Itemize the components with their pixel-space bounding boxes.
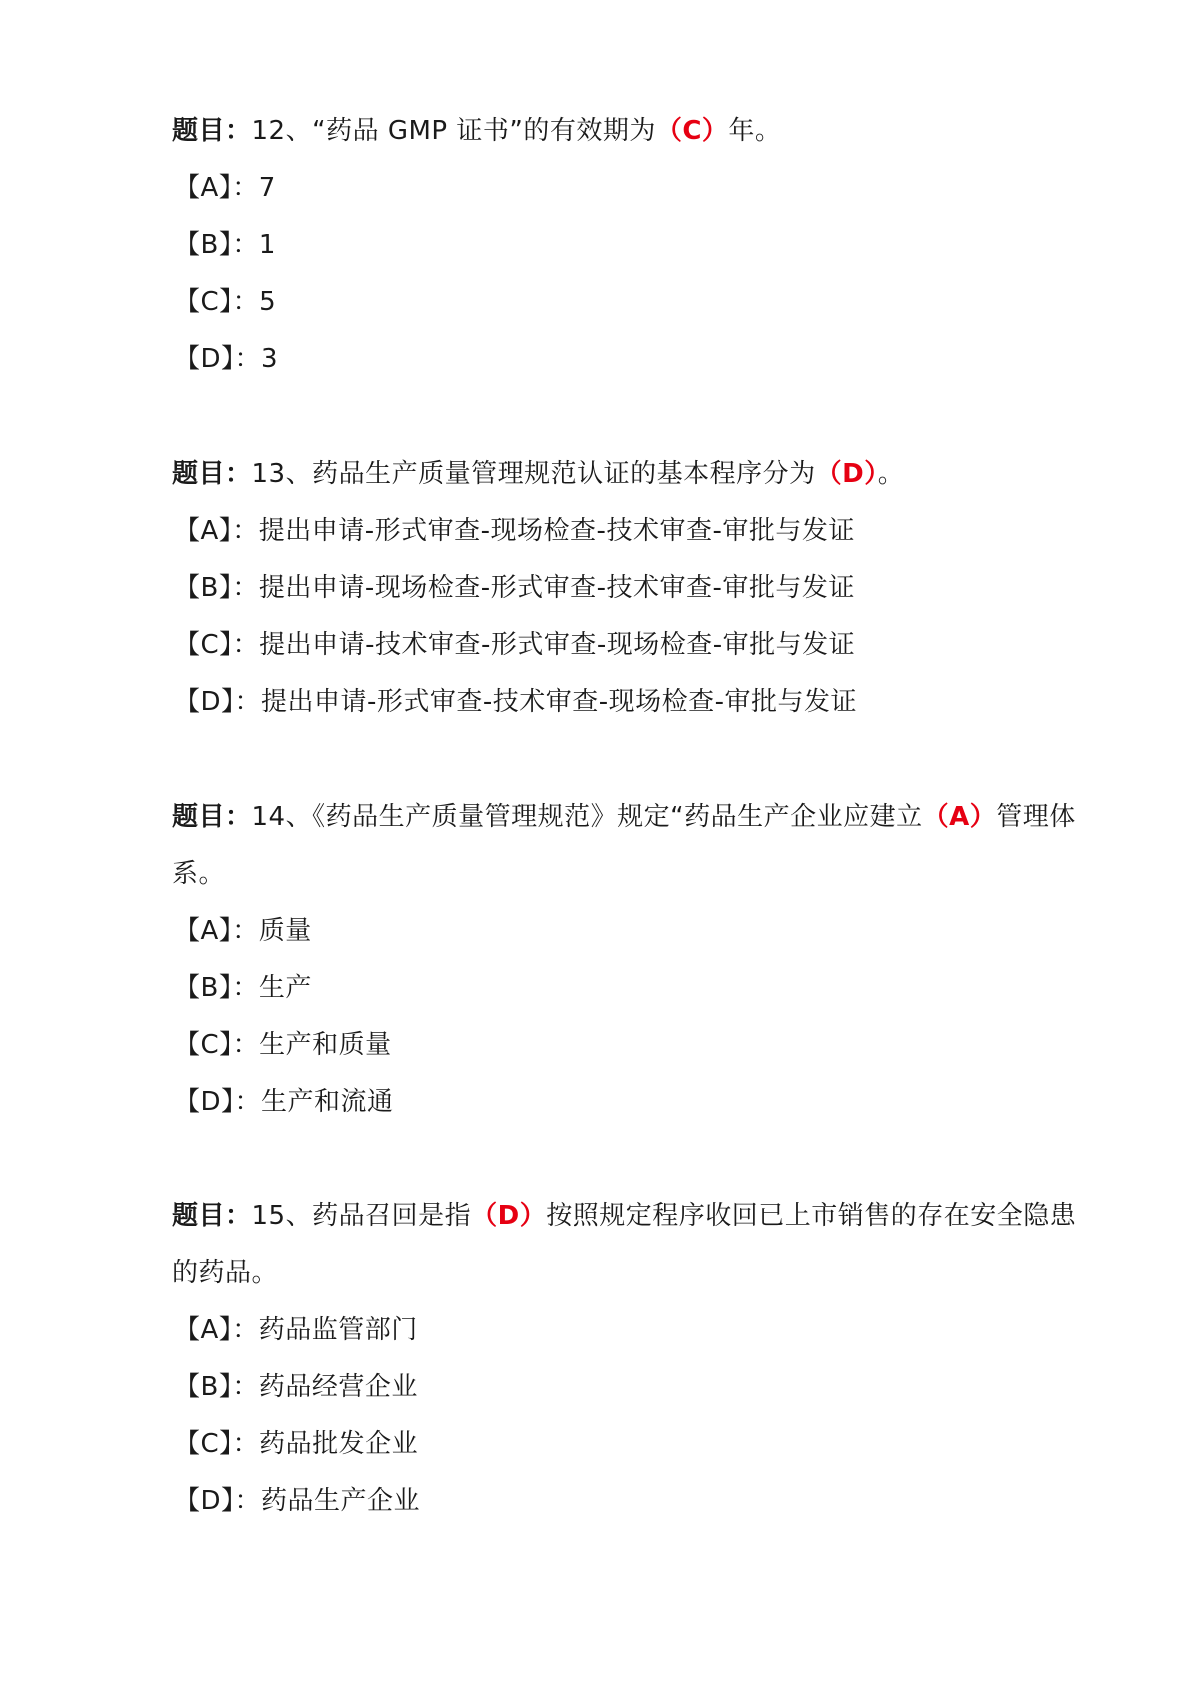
option-a [172, 160, 1092, 217]
option-key: 【C】 [174, 287, 233, 317]
option-a [172, 1302, 1092, 1359]
option-text: ：药品监管部门 [232, 1315, 418, 1345]
option-key: 【A】 [174, 1315, 233, 1345]
question-15 [172, 1188, 1092, 1530]
option-text: ：生产 [232, 973, 312, 1003]
option-b [172, 217, 1092, 274]
option-c [172, 1017, 1092, 1074]
question-label: 题目： [172, 459, 252, 489]
stem-text: 12、“药品 GMP 证书”的有效期为 [251, 116, 656, 146]
stem-text-end: 年。 [728, 116, 782, 146]
question-13 [172, 446, 1092, 731]
stem-text-end: 。 [877, 459, 905, 489]
stem-text-end: 管理体系。 [172, 802, 1076, 889]
option-c [172, 274, 1092, 331]
option-text: ：提出申请-技术审查-形式审查-现场检查-审批与发证 [232, 630, 856, 660]
answer-marker: （D） [471, 1201, 547, 1231]
option-d [172, 1074, 1092, 1131]
option-c [172, 1416, 1092, 1473]
option-key: 【D】 [174, 1087, 235, 1117]
option-key: 【A】 [174, 173, 233, 203]
option-b [172, 1359, 1092, 1416]
option-b [172, 960, 1092, 1017]
option-key: 【D】 [174, 687, 235, 717]
option-d [172, 1473, 1092, 1530]
question-stem [172, 446, 1092, 503]
question-label: 题目： [172, 1201, 252, 1231]
question-stem [172, 1188, 1092, 1302]
option-text: ：提出申请-形式审查-现场检查-技术审查-审批与发证 [232, 516, 855, 546]
option-key: 【A】 [174, 916, 233, 946]
option-text: ：3 [234, 344, 279, 374]
option-text: ：药品经营企业 [232, 1372, 418, 1402]
option-d [172, 331, 1092, 388]
option-text: ：生产和流通 [234, 1087, 394, 1117]
stem-text: 14、《药品生产质量管理规范》规定“药品生产企业应建立 [251, 802, 923, 832]
stem-text-end: 按照规定程序收回已上市销售的存在安全隐患的药品。 [172, 1201, 1077, 1288]
option-text: ：药品生产企业 [234, 1486, 421, 1516]
question-14 [172, 789, 1092, 1131]
question-stem [172, 789, 1092, 903]
stem-text: 13、药品生产质量管理规范认证的基本程序分为 [251, 459, 816, 489]
option-text: ：质量 [232, 916, 312, 946]
option-key: 【B】 [174, 230, 233, 260]
answer-marker: （C） [655, 116, 729, 146]
question-12 [172, 103, 1092, 388]
option-text: ：提出申请-现场检查-形式审查-技术审查-审批与发证 [232, 573, 855, 603]
option-a [172, 503, 1092, 560]
option-key: 【B】 [174, 973, 233, 1003]
option-key: 【B】 [174, 573, 233, 603]
question-label: 题目： [172, 116, 252, 146]
stem-text: 15、药品召回是指 [251, 1201, 472, 1231]
answer-marker: （A） [922, 802, 997, 832]
option-text: ：提出申请-形式审查-技术审查-现场检查-审批与发证 [234, 687, 858, 717]
option-c [172, 617, 1092, 674]
answer-marker: （D） [815, 459, 878, 489]
option-key: 【C】 [174, 1030, 233, 1060]
option-key: 【D】 [174, 344, 235, 374]
option-text: ：1 [232, 230, 276, 260]
option-key: 【B】 [174, 1372, 233, 1402]
option-text: ：药品批发企业 [232, 1429, 419, 1459]
option-a [172, 903, 1092, 960]
option-text: ：7 [232, 173, 276, 203]
question-label: 题目： [172, 802, 252, 832]
option-d [172, 674, 1092, 731]
option-b [172, 560, 1092, 617]
option-key: 【C】 [174, 1429, 233, 1459]
question-stem [172, 103, 1092, 160]
option-key: 【D】 [174, 1486, 235, 1516]
option-key: 【A】 [174, 516, 233, 546]
option-text: ：生产和质量 [232, 1030, 392, 1060]
option-text: ：5 [232, 287, 277, 317]
option-key: 【C】 [174, 630, 233, 660]
